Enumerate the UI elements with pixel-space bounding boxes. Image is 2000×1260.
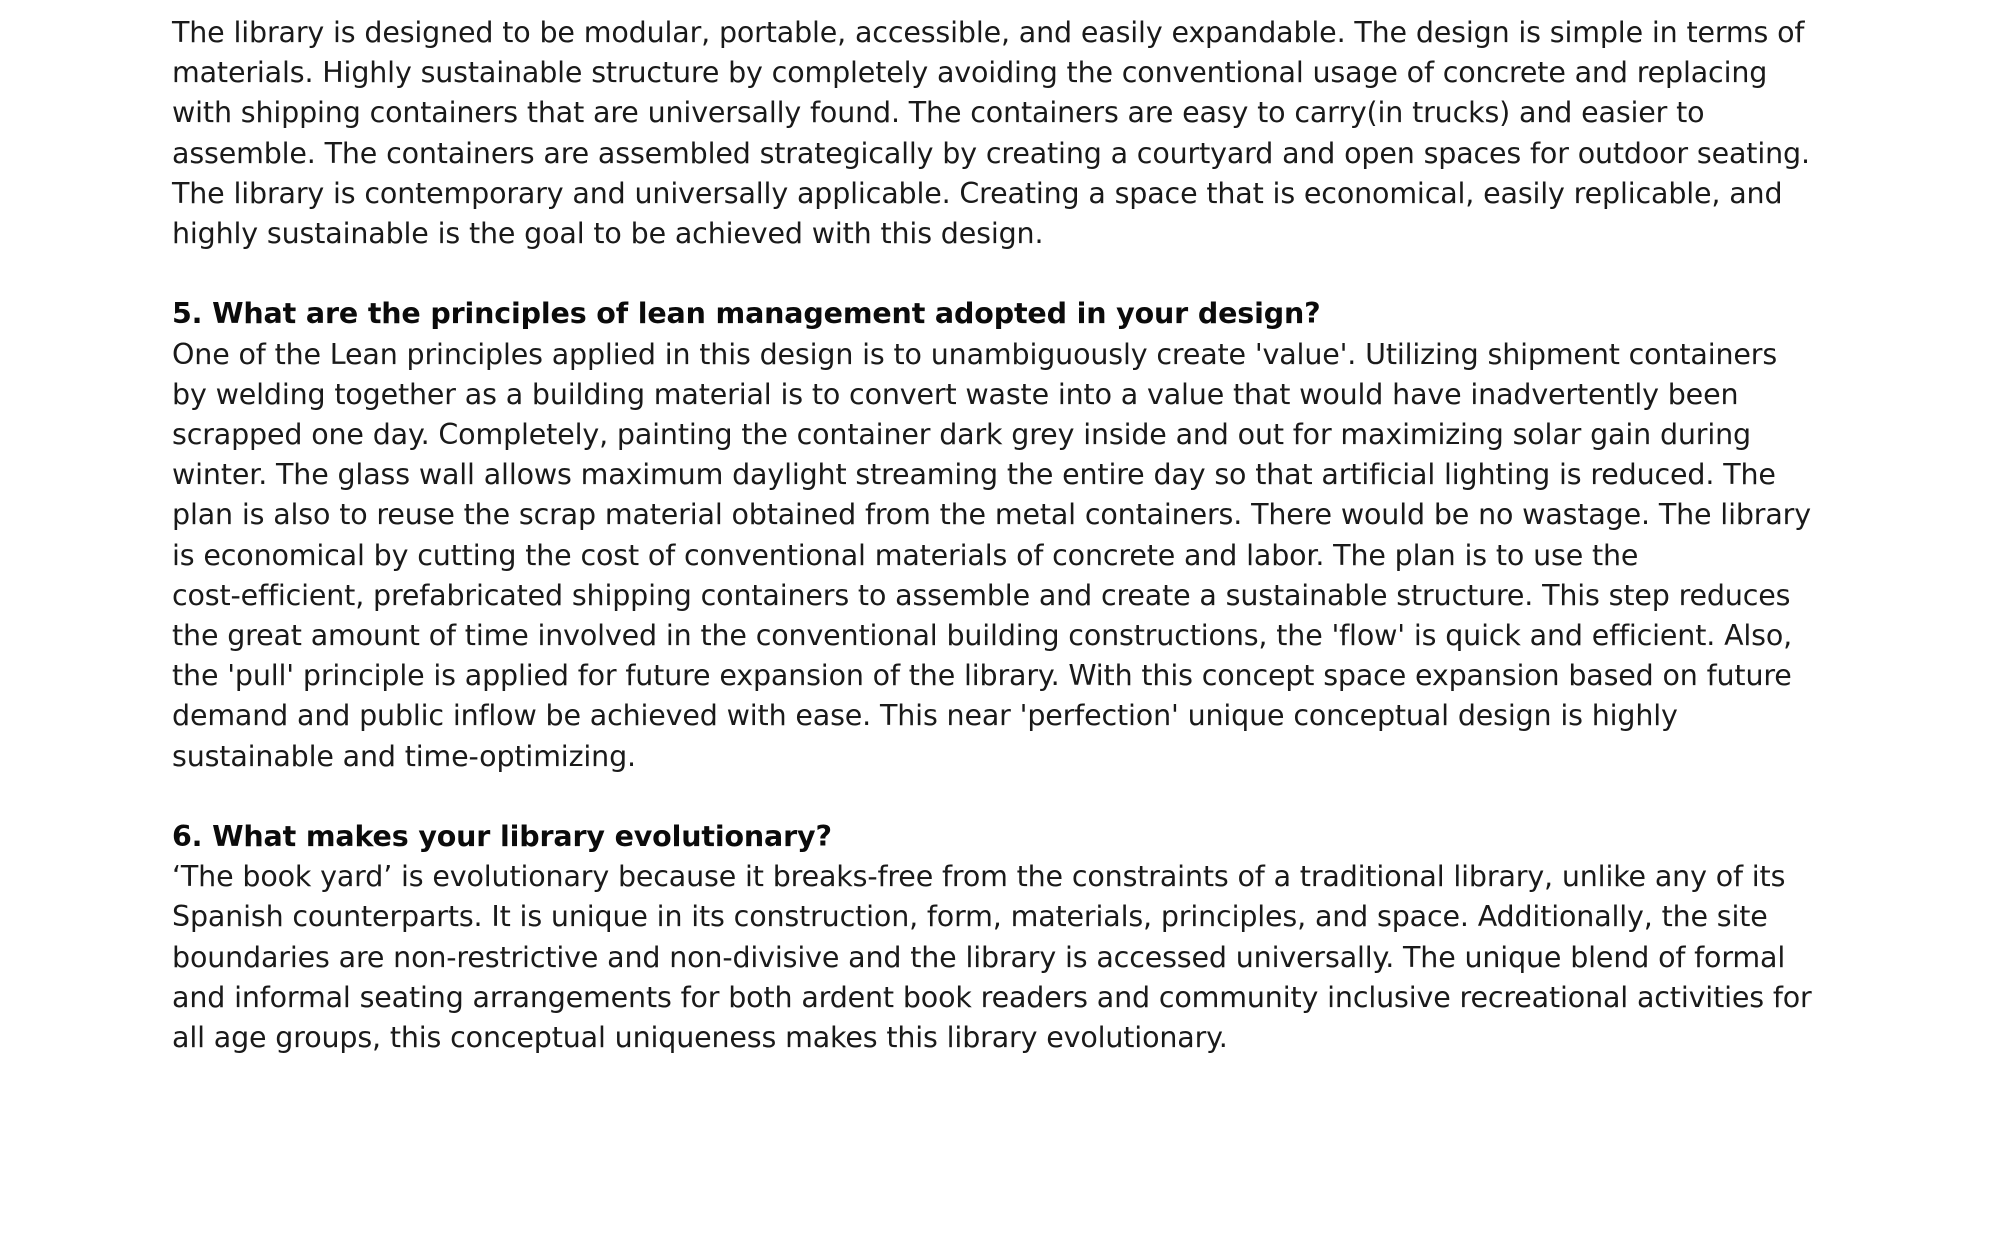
section-body-5: One of the Lean principles applied in this design is to unambiguously create 'value'. Utilizing shipment containers by welding together as a building material is to convert waste into a value that would have inadvertently been scrapped one day. Completely, painting the container dark grey inside and out for maximizing solar gain during winter. The glass wall allows maximum daylight streaming the entire day so that artificial lighting is reduced. The plan is also to reuse the scrap material obtained from the metal containers. There would be no wastage. The library is economical by cutting the cost of conventional materials of concrete and labor. The plan is to use the cost-efficient, prefabricated shipping containers to assemble and create a sustainable structure. This step reduces the great amount of time involved in the conventional building constructions, the 'flow' is quick and efficient. Also, the 'pull' principle is applied for future expansion of the library. With this concept space expansion based on future demand and public inflow be achieved with ease. This near 'perfection' unique conceptual design is highly sustainable and time-optimizing. (172, 337, 1811, 773)
paragraph-spacer (172, 777, 1852, 817)
intro-paragraph: The library is designed to be modular, portable, accessible, and easily expandable. The design is simple in terms of materials. Highly sustainable structure by completely avoiding the conventional usage of concrete and replacing with shipping containers that are universally found. The containers are easy to carry(in trucks) and easier to assemble. The containers are assembled strategically by creating a courtyard and open spaces for outdoor seating. The library is contemporary and universally applicable. Creating a space that is economical, easily replicable, and highly sustainable is the goal to be achieved with this design. (172, 16, 1810, 251)
section-heading-5: 5. What are the principles of lean management adopted in your design? (172, 297, 1321, 331)
paragraph-spacer (172, 254, 1852, 294)
section-body-6: ‘The book yard’ is evolutionary because it breaks-free from the constraints of a traditional library, unlike any of its Spanish counterparts. It is unique in its construction, form, materials, principles, and space. Additionally, the site boundaries are non-restrictive and non-divisive and the library is accessed universally. The unique blend of formal and informal seating arrangements for both ardent book readers and community inclusive recreational activities for all age groups, this conceptual uniqueness makes this library evolutionary. (172, 860, 1812, 1055)
document-page (172, 13, 1852, 1058)
section-heading-6: 6. What makes your library evolutionary? (172, 820, 832, 854)
